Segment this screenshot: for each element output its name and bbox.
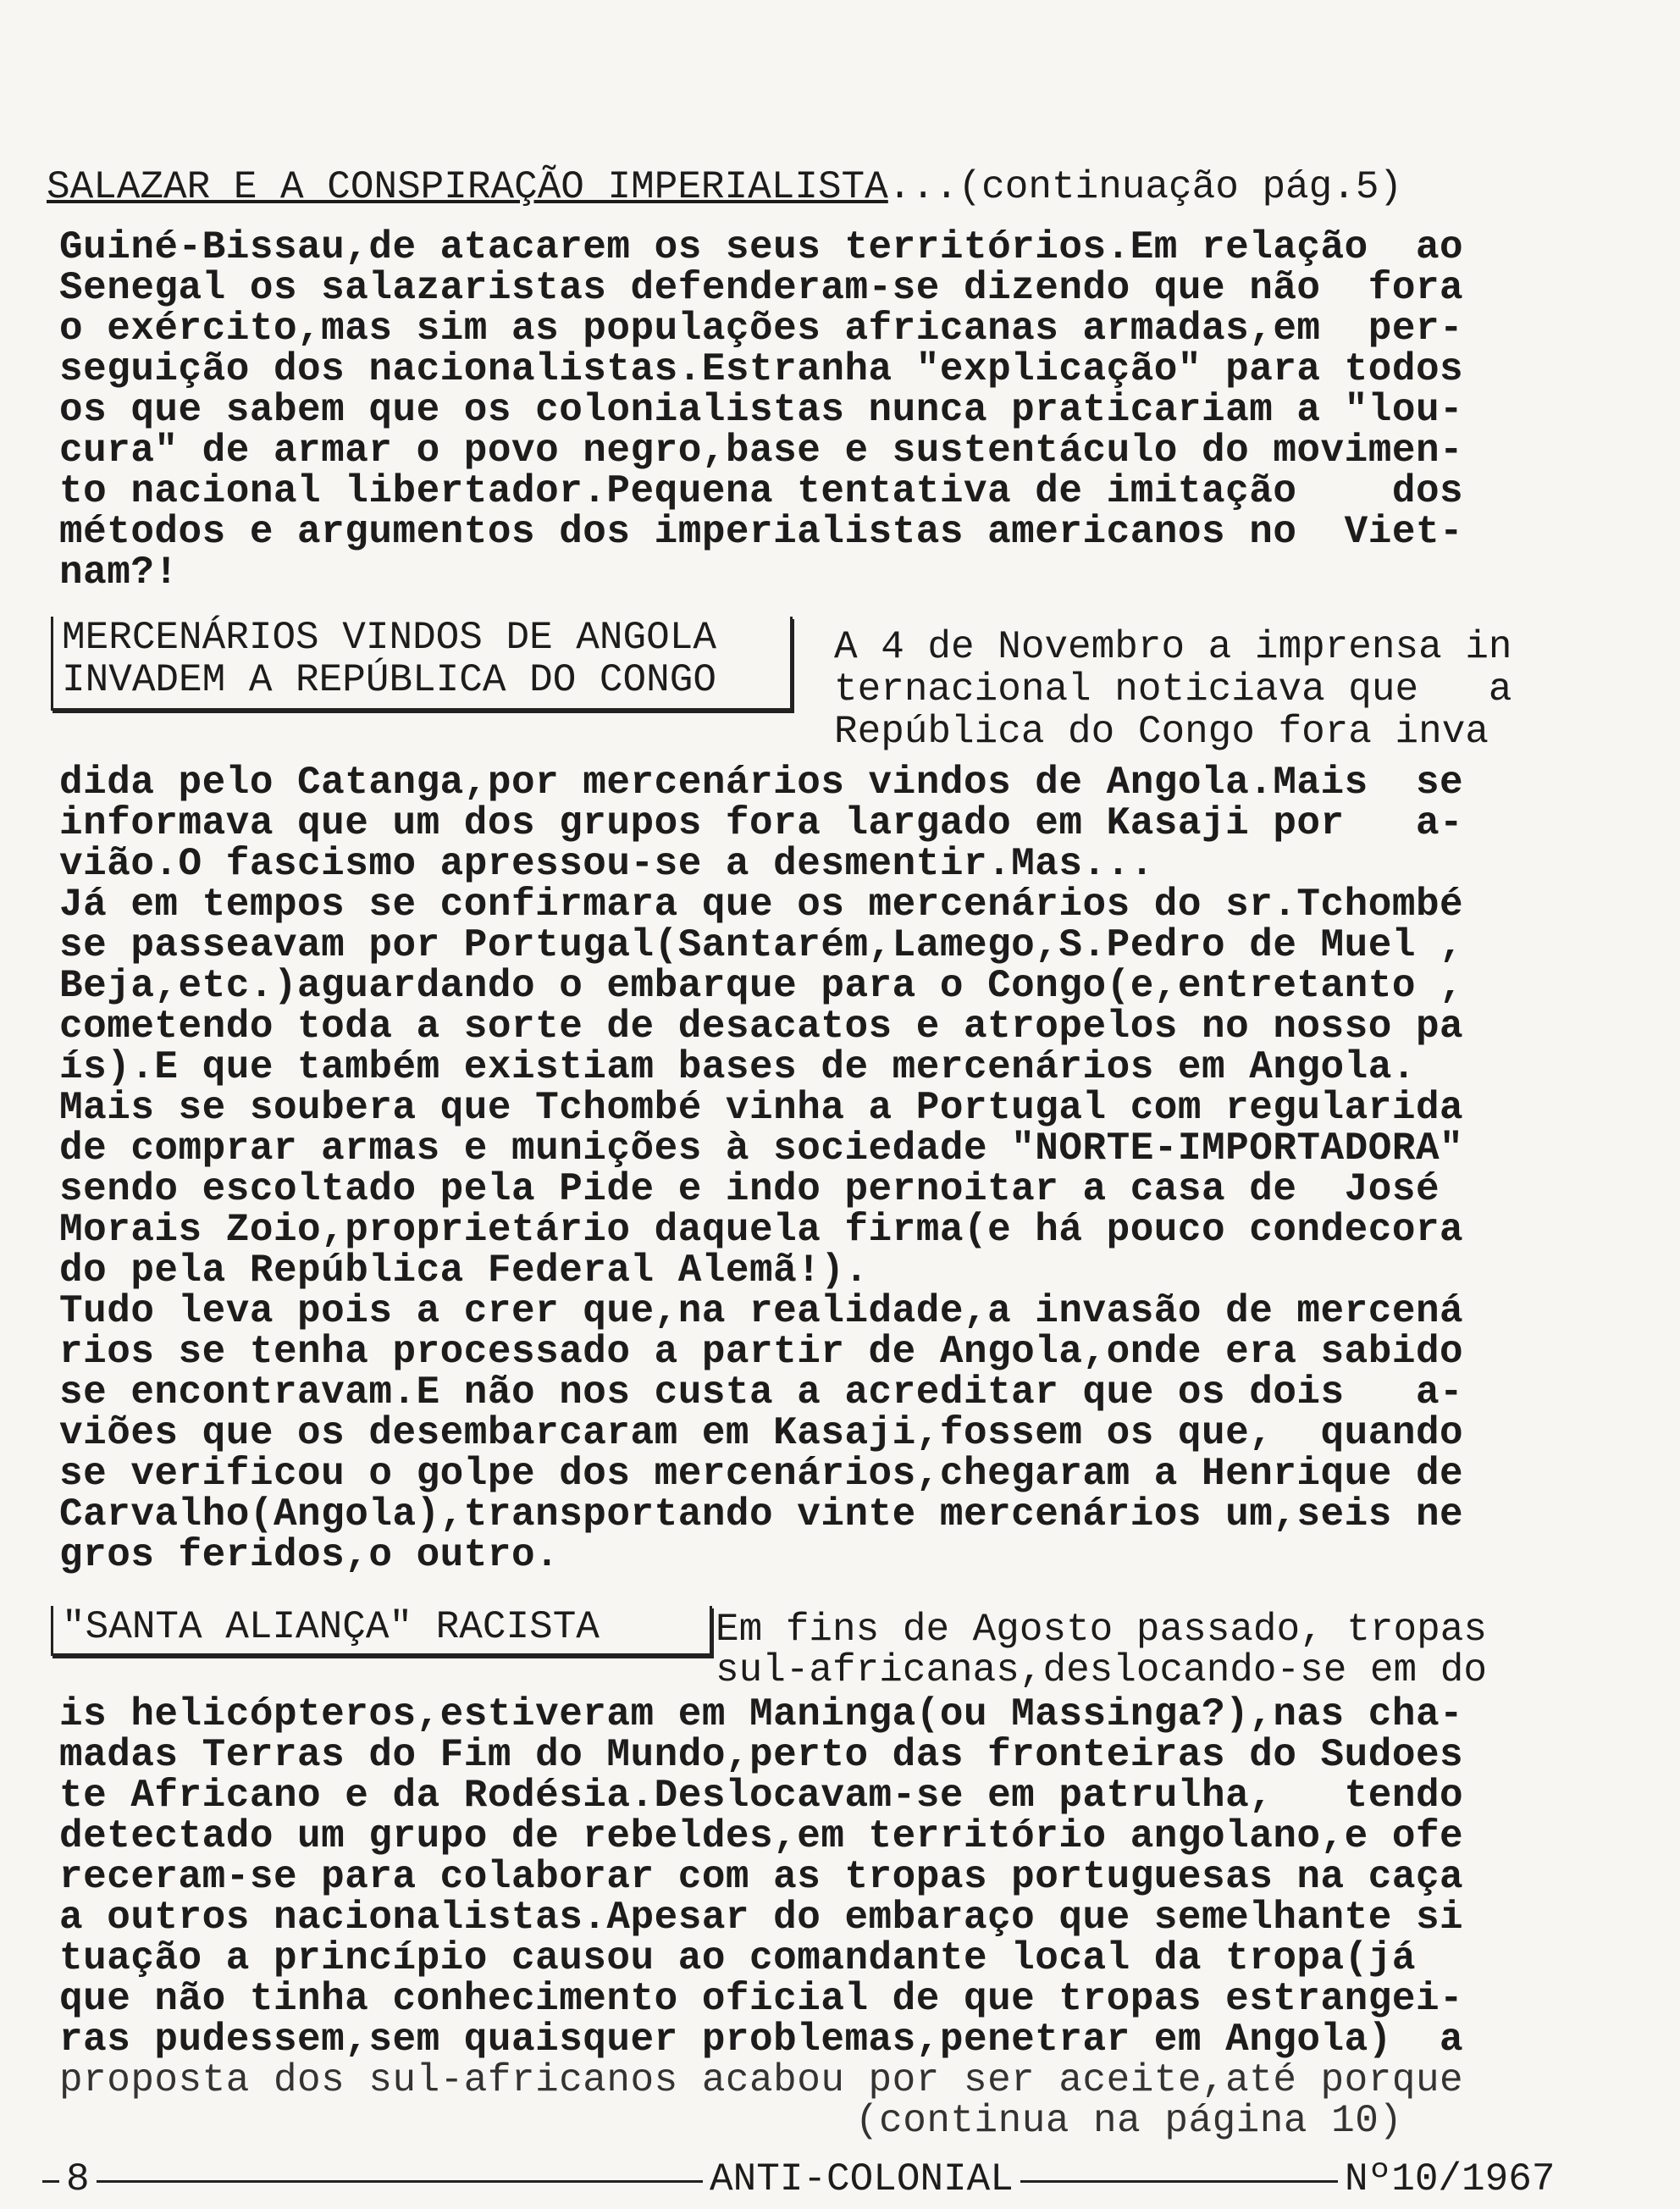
text-line: Tudo leva pois a crer que,na realidade,a invasão de mercená — [59, 1289, 1464, 1333]
section-heading-box-mercenarios — [51, 617, 793, 711]
section-heading-line: "SANTA ALIANÇA" RACISTA — [62, 1605, 600, 1649]
text-line: se passeavam por Portugal(Santarém,Lamego,S.Pedro de Muel , — [59, 923, 1464, 967]
text-line: ís).E que também existiam bases de mercenários em Angola. — [59, 1045, 1416, 1089]
text-line: do pela República Federal Alemã!). — [59, 1248, 869, 1293]
text-line: se encontravam.E não nos custa a acreditar que os dois a- — [59, 1370, 1464, 1415]
text-line: dida pelo Catanga,por mercenários vindos de Angola.Mais se — [59, 761, 1464, 805]
text-line: ras pudessem,sem quaisquer problemas,penetrar em Angola) a — [59, 2018, 1464, 2062]
section-heading-line: INVADEM A REPÚBLICA DO CONGO — [62, 658, 716, 702]
side-text-line: Em fins de Agosto passado, tropas — [716, 1608, 1487, 1652]
text-line: de comprar armas e munições à sociedade "NORTE-IMPORTADORA" — [59, 1127, 1464, 1171]
side-text-line: ternacional noticiava que a — [834, 667, 1512, 711]
article-heading — [47, 166, 1402, 208]
text-line: to nacional libertador.Pequena tentativa de imitação dos — [59, 469, 1464, 513]
section-heading-box-santa-alianca — [51, 1606, 712, 1656]
article-title: SALAZAR E A CONSPIRAÇÃO IMPERIALISTA — [47, 165, 888, 209]
text-line: is helicópteros,estiveram em Maninga(ou Massinga?),nas cha- — [59, 1692, 1464, 1736]
text-line: Mais se soubera que Tchombé vinha a Portugal com regularida — [59, 1086, 1464, 1130]
page-footer — [42, 2157, 1556, 2201]
text-line: vião.O fascismo apressou-se a desmentir.Mas... — [59, 842, 1154, 886]
page-number: 8 — [59, 2158, 97, 2201]
text-line: seguição dos nacionalistas.Estranha "explicação" para todos — [59, 347, 1464, 391]
side-text-line: República do Congo fora inva — [834, 710, 1489, 754]
text-line: Já em tempos se confirmara que os mercenários do sr.Tchombé — [59, 883, 1464, 927]
text-line: Morais Zoio,proprietário daquela firma(e há pouco condecora — [59, 1208, 1464, 1252]
text-line: rios se tenha processado a partir de Angola,onde era sabido — [59, 1330, 1464, 1374]
text-line: gros feridos,o outro. — [59, 1533, 560, 1577]
article-continuation: ...(continuação pág.5) — [887, 165, 1403, 209]
continued-note: (continua na página 10) — [855, 2099, 1403, 2143]
text-line: informava que um dos grupos fora largado em Kasaji por a- — [59, 801, 1464, 845]
text-line: Guiné-Bissau,de atacarem os seus territórios.Em relação ao — [59, 225, 1464, 269]
text-line: tuação a princípio causou ao comandante local da tropa(já — [59, 1936, 1416, 1980]
text-line: o exército,mas sim as populações africanas armadas,em per- — [59, 307, 1464, 351]
publication-name: ANTI-COLONIAL — [703, 2158, 1020, 2201]
text-line: que não tinha conhecimento oficial de que tropas estrangei- — [59, 1977, 1464, 2021]
text-line: os que sabem que os colonialistas nunca praticariam a "lou- — [59, 388, 1464, 432]
text-line: receram-se para colaborar com as tropas portuguesas na caça — [59, 1855, 1464, 1899]
text-line: nam?! — [59, 551, 179, 595]
issue-number: Nº10/1967 — [1338, 2158, 1561, 2201]
side-text-line: sul-africanas,deslocando-se em do — [716, 1648, 1487, 1692]
text-line: Senegal os salazaristas defenderam-se dizendo que não fora — [59, 266, 1464, 310]
text-line: cura" de armar o povo negro,base e sustentáculo do movimen- — [59, 429, 1464, 473]
text-line: Beja,etc.)aguardando o embarque para o Congo(e,entretanto , — [59, 964, 1464, 1008]
text-line: cometendo toda a sorte de desacatos e atropelos no nosso pa — [59, 1005, 1464, 1049]
text-line: sendo escoltado pela Pide e indo pernoitar a casa de José — [59, 1167, 1440, 1211]
text-line: madas Terras do Fim do Mundo,perto das fronteiras do Sudoes — [59, 1733, 1464, 1777]
side-text-line: A 4 de Novembro a imprensa in — [834, 625, 1512, 669]
section-heading-line: MERCENÁRIOS VINDOS DE ANGOLA — [62, 616, 716, 660]
text-line: te Africano e da Rodésia.Deslocavam-se em patrulha, tendo — [59, 1774, 1464, 1818]
text-line: proposta dos sul-africanos acabou por ser aceite,até porque — [59, 2058, 1464, 2102]
text-line: a outros nacionalistas.Apesar do embaraço que semelhante si — [59, 1896, 1464, 1940]
text-line: viões que os desembarcaram em Kasaji,fossem os que, quando — [59, 1411, 1464, 1455]
text-line: se verificou o golpe dos mercenários,chegaram a Henrique de — [59, 1452, 1464, 1496]
text-line: Carvalho(Angola),transportando vinte mercenários um,seis ne — [59, 1492, 1464, 1536]
text-line: detectado um grupo de rebeldes,em território angolano,e ofe — [59, 1814, 1464, 1858]
text-line: métodos e argumentos dos imperialistas americanos no Viet- — [59, 510, 1464, 554]
